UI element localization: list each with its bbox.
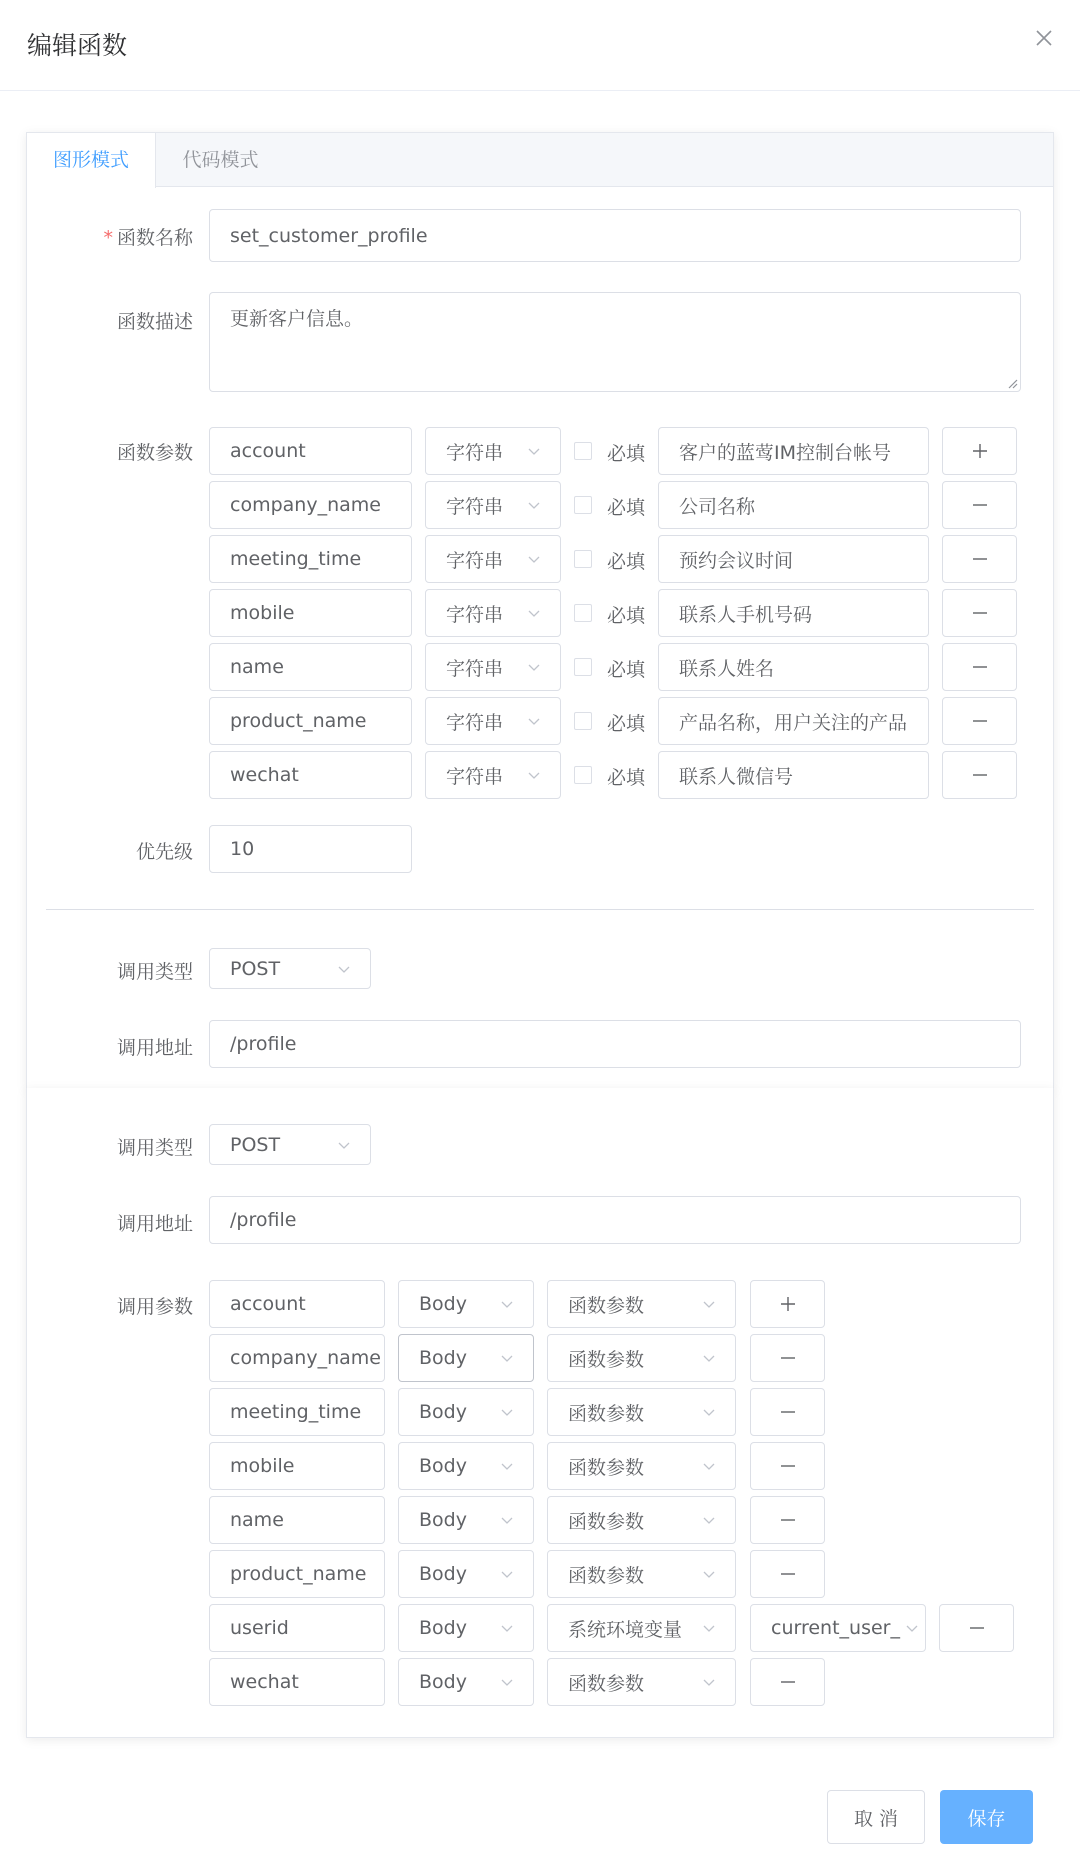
call-param-source-value: 函数参数 — [568, 1672, 645, 1695]
chevron-down-icon — [501, 1676, 513, 1688]
required-checkbox[interactable] — [574, 550, 592, 568]
param-name-input[interactable]: wechat — [209, 751, 412, 799]
call-param-location-select[interactable] — [398, 1496, 534, 1544]
chevron-down-icon — [528, 499, 540, 511]
function-description-label: 函数描述 — [116, 311, 193, 333]
plus-icon — [971, 442, 989, 460]
call-param-location-value: Body — [419, 1455, 467, 1477]
param-type-value: 字符串 — [446, 603, 504, 626]
call-param-source-value: 函数参数 — [568, 1348, 645, 1371]
remove-param-button[interactable] — [942, 697, 1017, 745]
minus-icon — [971, 496, 989, 514]
chevron-down-icon — [501, 1460, 513, 1472]
param-name-input[interactable]: meeting_time — [209, 535, 412, 583]
param-type-select[interactable] — [425, 427, 561, 475]
call-param-location-select[interactable] — [398, 1550, 534, 1598]
call-param-location-value: Body — [419, 1617, 467, 1639]
remove-param-button[interactable] — [942, 535, 1017, 583]
chevron-down-icon — [501, 1514, 513, 1526]
required-checkbox-label: 必填 — [607, 659, 646, 681]
required-checkbox-label: 必填 — [607, 767, 646, 789]
call-param-source-select[interactable] — [547, 1604, 736, 1652]
call-param-location-select[interactable] — [398, 1604, 534, 1652]
chevron-down-icon — [501, 1568, 513, 1580]
call-param-location-select[interactable] — [398, 1442, 534, 1490]
required-checkbox[interactable] — [574, 496, 592, 514]
chevron-down-icon — [703, 1568, 715, 1580]
plus-icon — [779, 1295, 797, 1313]
call-param-source-select[interactable] — [547, 1496, 736, 1544]
call-url-input[interactable]: /profile — [209, 1020, 1021, 1068]
remove-call-param-button[interactable] — [939, 1604, 1014, 1652]
chevron-down-icon — [703, 1352, 715, 1364]
call-param-name-input[interactable]: userid — [209, 1604, 385, 1652]
call-param-location-value: Body — [419, 1671, 467, 1693]
required-checkbox[interactable] — [574, 766, 592, 784]
call-param-source-select[interactable] — [547, 1388, 736, 1436]
call-param-source-value: 函数参数 — [568, 1510, 645, 1533]
remove-call-param-button[interactable] — [750, 1334, 825, 1382]
resize-handle-icon — [1006, 377, 1018, 389]
required-checkbox-label: 必填 — [607, 713, 646, 735]
call-param-source-value: 函数参数 — [568, 1402, 645, 1425]
call-param-source-select[interactable] — [547, 1280, 736, 1328]
call-type-value: POST — [230, 957, 281, 980]
call-param-location-select[interactable] — [398, 1658, 534, 1706]
call-param-source-select[interactable] — [547, 1550, 736, 1598]
param-type-value: 字符串 — [446, 441, 504, 464]
chevron-down-icon — [703, 1622, 715, 1634]
call-param-name-input[interactable]: mobile — [209, 1442, 385, 1490]
minus-icon — [779, 1349, 797, 1367]
minus-icon — [779, 1565, 797, 1583]
chevron-down-icon — [703, 1298, 715, 1310]
remove-call-param-button[interactable] — [750, 1496, 825, 1544]
call-url-label-2: 调用地址 — [116, 1213, 193, 1235]
param-type-value: 字符串 — [446, 549, 504, 572]
call-param-source-value: 函数参数 — [568, 1294, 645, 1317]
chevron-down-icon — [338, 1139, 350, 1151]
param-name-input[interactable]: account — [209, 427, 412, 475]
chevron-down-icon — [703, 1460, 715, 1472]
call-type-label-2: 调用类型 — [116, 1137, 193, 1159]
section-divider — [46, 909, 1034, 910]
close-icon[interactable] — [1032, 26, 1056, 50]
param-type-value: 字符串 — [446, 711, 504, 734]
call-type-label: 调用类型 — [116, 961, 193, 983]
cancel-button[interactable]: 取 消 — [827, 1790, 925, 1844]
param-type-value: 字符串 — [446, 495, 504, 518]
chevron-down-icon — [528, 715, 540, 727]
remove-call-param-button[interactable] — [750, 1658, 825, 1706]
param-description-input[interactable]: 联系人微信号 — [658, 751, 929, 799]
call-param-source-select[interactable] — [547, 1442, 736, 1490]
param-type-select[interactable] — [425, 751, 561, 799]
chevron-down-icon — [528, 661, 540, 673]
chevron-down-icon — [528, 553, 540, 565]
remove-call-param-button[interactable] — [750, 1442, 825, 1490]
remove-call-param-button[interactable] — [750, 1550, 825, 1598]
function-params-label: 函数参数 — [116, 442, 193, 464]
param-type-select[interactable] — [425, 535, 561, 583]
env-variable-value: current_user_ — [771, 1617, 900, 1639]
param-description-input[interactable]: 预约会议时间 — [658, 535, 929, 583]
remove-param-button[interactable] — [942, 589, 1017, 637]
param-name-input[interactable]: product_name — [209, 697, 412, 745]
param-type-select[interactable] — [425, 697, 561, 745]
header-divider — [0, 90, 1080, 91]
dialog-title: 编辑函数 — [27, 31, 128, 60]
call-param-location-value: Body — [419, 1401, 467, 1423]
call-param-name-input[interactable]: product_name — [209, 1550, 385, 1598]
required-checkbox-label: 必填 — [607, 497, 646, 519]
param-description-input[interactable]: 联系人手机号码 — [658, 589, 929, 637]
call-param-name-input[interactable]: name — [209, 1496, 385, 1544]
call-param-location-select[interactable] — [398, 1280, 534, 1328]
add-call-param-button[interactable] — [750, 1280, 825, 1328]
remove-param-button[interactable] — [942, 481, 1017, 529]
add-param-button[interactable] — [942, 427, 1017, 475]
required-checkbox-label: 必填 — [607, 551, 646, 573]
chevron-down-icon — [528, 607, 540, 619]
param-name-input[interactable]: company_name — [209, 481, 412, 529]
param-description-input[interactable]: 联系人姓名 — [658, 643, 929, 691]
param-description-input[interactable]: 公司名称 — [658, 481, 929, 529]
call-param-name-input[interactable]: wechat — [209, 1658, 385, 1706]
call-param-source-select[interactable] — [547, 1334, 736, 1382]
call-param-location-select[interactable] — [398, 1388, 534, 1436]
call-param-source-value: 函数参数 — [568, 1564, 645, 1587]
param-description-input[interactable]: 客户的蓝莺IM控制台帐号 — [658, 427, 929, 475]
chevron-down-icon — [528, 769, 540, 781]
call-type-select[interactable] — [209, 948, 371, 989]
call-param-source-value: 函数参数 — [568, 1456, 645, 1479]
save-button[interactable]: 保存 — [940, 1790, 1033, 1844]
required-checkbox-label: 必填 — [607, 605, 646, 627]
minus-icon — [779, 1673, 797, 1691]
call-param-source-value: 系统环境变量 — [568, 1618, 683, 1641]
required-mark: * — [103, 227, 113, 249]
function-description-textarea[interactable] — [209, 292, 1021, 392]
minus-icon — [971, 766, 989, 784]
required-checkbox[interactable] — [574, 604, 592, 622]
chevron-down-icon — [703, 1676, 715, 1688]
priority-label: 优先级 — [135, 841, 193, 863]
param-name-input[interactable]: name — [209, 643, 412, 691]
chevron-down-icon — [906, 1622, 918, 1634]
minus-icon — [971, 712, 989, 730]
call-params-label: 调用参数 — [116, 1296, 193, 1318]
chevron-down-icon — [703, 1406, 715, 1418]
call-url-label: 调用地址 — [116, 1037, 193, 1059]
minus-icon — [779, 1403, 797, 1421]
required-checkbox-label: 必填 — [607, 443, 646, 465]
minus-icon — [968, 1619, 986, 1637]
required-checkbox[interactable] — [574, 442, 592, 460]
chevron-down-icon — [501, 1352, 513, 1364]
call-param-location-value: Body — [419, 1347, 467, 1369]
call-param-name-input[interactable]: company_name — [209, 1334, 385, 1382]
param-type-value: 字符串 — [446, 657, 504, 680]
chevron-down-icon — [501, 1298, 513, 1310]
required-checkbox[interactable] — [574, 712, 592, 730]
call-param-location-value: Body — [419, 1509, 467, 1531]
tab-code-mode[interactable]: 代码模式 — [182, 149, 259, 171]
function-name-input[interactable]: set_customer_profile — [209, 209, 1021, 262]
remove-call-param-button[interactable] — [750, 1388, 825, 1436]
param-type-select[interactable] — [425, 481, 561, 529]
priority-input[interactable]: 10 — [209, 825, 412, 873]
chevron-down-icon — [501, 1406, 513, 1418]
minus-icon — [971, 604, 989, 622]
chevron-down-icon — [338, 963, 350, 975]
call-type-value-2: POST — [230, 1133, 281, 1156]
call-param-name-input[interactable]: account — [209, 1280, 385, 1328]
call-param-location-value: Body — [419, 1293, 467, 1315]
param-type-select[interactable] — [425, 589, 561, 637]
call-param-name-input[interactable]: meeting_time — [209, 1388, 385, 1436]
required-checkbox[interactable] — [574, 658, 592, 676]
chevron-down-icon — [501, 1622, 513, 1634]
chevron-down-icon — [528, 445, 540, 457]
function-name-label: * 函数名称 — [103, 227, 193, 249]
call-param-source-select[interactable] — [547, 1658, 736, 1706]
env-variable-select[interactable] — [750, 1604, 926, 1652]
remove-param-button[interactable] — [942, 643, 1017, 691]
function-description-value: 更新客户信息。 — [230, 308, 364, 330]
call-param-location-value: Body — [419, 1563, 467, 1585]
chevron-down-icon — [703, 1514, 715, 1526]
param-type-value: 字符串 — [446, 765, 504, 788]
param-type-select[interactable] — [425, 643, 561, 691]
remove-param-button[interactable] — [942, 751, 1017, 799]
minus-icon — [971, 658, 989, 676]
call-param-location-select[interactable] — [398, 1334, 534, 1382]
minus-icon — [971, 550, 989, 568]
call-url-input-2[interactable]: /profile — [209, 1196, 1021, 1244]
tab-graphic-mode[interactable]: 图形模式 — [27, 133, 156, 188]
minus-icon — [779, 1511, 797, 1529]
param-description-input[interactable]: 产品名称，用户关注的产品 — [658, 697, 929, 745]
call-type-select-2[interactable] — [209, 1124, 371, 1165]
minus-icon — [779, 1457, 797, 1475]
param-name-input[interactable]: mobile — [209, 589, 412, 637]
